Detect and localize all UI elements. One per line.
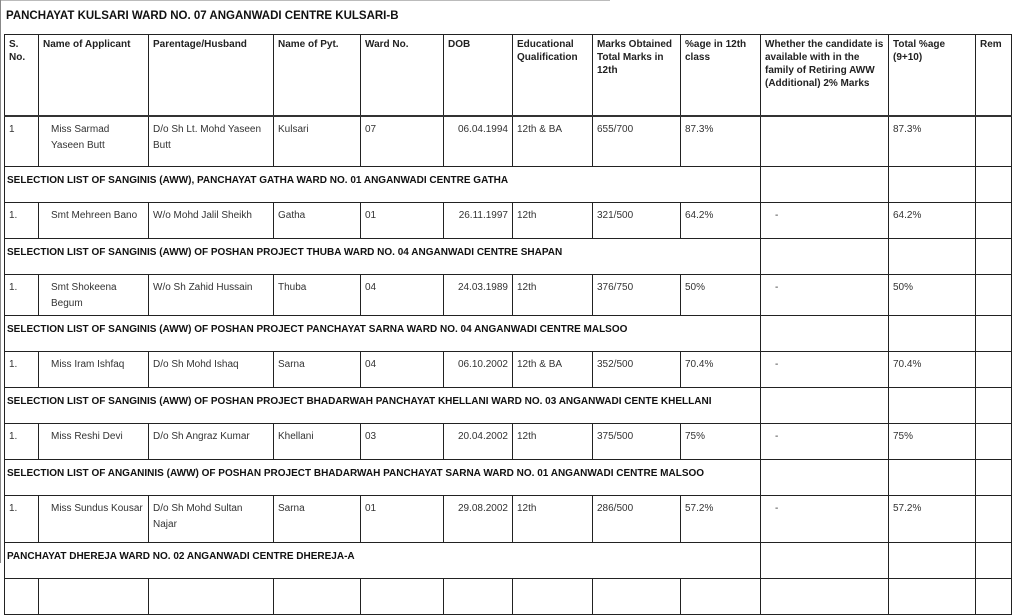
table-row [5, 352, 1012, 388]
cell-panchayat: Sarna [274, 352, 361, 388]
cell-dob: 06.10.2002 [444, 352, 513, 388]
cell-qualification [513, 579, 593, 615]
top-rule [0, 0, 610, 1]
section-title: PANCHAYAT KULSARI WARD NO. 07 ANGANWADI CENTRE KULSARI-B [6, 10, 399, 22]
empty-cell [889, 543, 976, 579]
cell-family-retiring-aww [761, 116, 889, 167]
empty-cell [761, 167, 889, 203]
cell-panchayat: Thuba [274, 275, 361, 316]
cell-family-retiring-aww: - [761, 424, 889, 460]
header-remarks: Rem [976, 35, 1012, 117]
cell-sno: 1. [5, 352, 39, 388]
cell-family-retiring-aww: - [761, 496, 889, 543]
cell-total-percentage: 70.4% [889, 352, 976, 388]
empty-cell [761, 239, 889, 275]
cell-percentage: 70.4% [681, 352, 761, 388]
empty-cell [976, 167, 1012, 203]
cell-total-percentage: 75% [889, 424, 976, 460]
cell-ward-no: 04 [361, 352, 444, 388]
cell-parentage: W/o Sh Zahid Hussain [149, 275, 274, 316]
empty-cell [889, 460, 976, 496]
empty-cell [761, 460, 889, 496]
cell-dob: 06.04.1994 [444, 116, 513, 167]
header-panchayat: Name of Pyt. [274, 35, 361, 117]
header-family-retiring-aww: Whether the candidate is available with in the family of Retiring AWW (Additional) 2% Marks [761, 35, 889, 117]
header-total-percentage: Total %age (9+10) [889, 35, 976, 117]
empty-cell [889, 316, 976, 352]
header-dob: DOB [444, 35, 513, 117]
header-ward-no: Ward No. [361, 35, 444, 117]
header-sno: S. No. [5, 35, 39, 117]
cell-parentage: D/o Sh Lt. Mohd Yaseen Butt [149, 116, 274, 167]
cell-parentage: W/o Mohd Jalil Sheikh [149, 203, 274, 239]
cell-total-percentage: 57.2% [889, 496, 976, 543]
empty-cell [976, 239, 1012, 275]
empty-cell [761, 316, 889, 352]
cell-marks: 321/500 [593, 203, 681, 239]
cell-ward-no: 07 [361, 116, 444, 167]
table-row [5, 424, 1012, 460]
cell-family-retiring-aww: - [761, 352, 889, 388]
section-heading: SELECTION LIST OF SANGINIS (AWW) OF POSHAN PROJECT PANCHAYAT SARNA WARD NO. 04 ANGANWADI CENTRE MALSOO [5, 316, 761, 352]
cell-ward-no: 03 [361, 424, 444, 460]
section-heading-row [5, 388, 1012, 424]
cell-marks: 375/500 [593, 424, 681, 460]
section-heading: SELECTION LIST OF ANGANINIS (AWW) OF POSHAN PROJECT BHADARWAH PANCHAYAT SARNA WARD NO. 01 ANGANWADI CENTRE MALSOO [5, 460, 761, 496]
section-heading: SELECTION LIST OF SANGINIS (AWW), PANCHAYAT GATHA WARD NO. 01 ANGANWADI CENTRE GATHA [5, 167, 761, 203]
header-parentage: Parentage/Husband [149, 35, 274, 117]
cell-applicant-name: Miss Sundus Kousar [39, 496, 149, 543]
cell-parentage: D/o Sh Mohd Ishaq [149, 352, 274, 388]
section-heading-row [5, 167, 1012, 203]
cell-applicant-name: Smt Mehreen Bano [39, 203, 149, 239]
table-row [5, 275, 1012, 316]
cell-sno: 1. [5, 424, 39, 460]
table-header-row [5, 35, 1012, 117]
cell-marks: 376/750 [593, 275, 681, 316]
table-row [5, 496, 1012, 543]
cell-remarks [976, 203, 1012, 239]
table-row [5, 203, 1012, 239]
left-rule [0, 0, 1, 563]
cell-total-percentage: 64.2% [889, 203, 976, 239]
cell-remarks [976, 424, 1012, 460]
selection-list-table [4, 34, 1012, 615]
cell-dob: 24.03.1989 [444, 275, 513, 316]
empty-cell [889, 239, 976, 275]
cell-marks: 655/700 [593, 116, 681, 167]
table-row [5, 579, 1012, 615]
cell-qualification: 12th [513, 203, 593, 239]
cell-applicant-name: Miss Iram Ishfaq [39, 352, 149, 388]
cell-applicant-name: Miss Reshi Devi [39, 424, 149, 460]
cell-qualification: 12th & BA [513, 352, 593, 388]
cell-sno [5, 579, 39, 615]
cell-qualification: 12th & BA [513, 116, 593, 167]
empty-cell [889, 388, 976, 424]
header-qualification: Educational Qualification [513, 35, 593, 117]
cell-panchayat: Khellani [274, 424, 361, 460]
cell-percentage: 87.3% [681, 116, 761, 167]
cell-dob: 20.04.2002 [444, 424, 513, 460]
section-heading-row [5, 543, 1012, 579]
empty-cell [976, 316, 1012, 352]
cell-ward-no [361, 579, 444, 615]
cell-remarks [976, 116, 1012, 167]
empty-cell [976, 543, 1012, 579]
cell-sno: 1. [5, 203, 39, 239]
cell-ward-no: 01 [361, 496, 444, 543]
cell-applicant-name: Miss Sarmad Yaseen Butt [39, 116, 149, 167]
cell-marks: 286/500 [593, 496, 681, 543]
section-heading: SELECTION LIST OF SANGINIS (AWW) OF POSHAN PROJECT THUBA WARD NO. 04 ANGANWADI CENTRE SHAPAN [5, 239, 761, 275]
cell-parentage: D/o Sh Angraz Kumar [149, 424, 274, 460]
cell-sno: 1. [5, 496, 39, 543]
cell-remarks [976, 352, 1012, 388]
header-marks: Marks Obtained Total Marks in 12th [593, 35, 681, 117]
cell-parentage: D/o Sh Mohd Sultan Najar [149, 496, 274, 543]
header-applicant-name: Name of Applicant [39, 35, 149, 117]
cell-dob: 29.08.2002 [444, 496, 513, 543]
section-heading-row [5, 316, 1012, 352]
cell-family-retiring-aww [761, 579, 889, 615]
cell-ward-no: 01 [361, 203, 444, 239]
cell-marks [593, 579, 681, 615]
empty-cell [761, 388, 889, 424]
cell-family-retiring-aww: - [761, 275, 889, 316]
cell-remarks [976, 496, 1012, 543]
cell-sno: 1. [5, 275, 39, 316]
empty-cell [976, 388, 1012, 424]
empty-cell [761, 543, 889, 579]
cell-percentage: 64.2% [681, 203, 761, 239]
cell-percentage: 57.2% [681, 496, 761, 543]
empty-cell [889, 167, 976, 203]
cell-dob [444, 579, 513, 615]
cell-panchayat: Kulsari [274, 116, 361, 167]
cell-panchayat: Sarna [274, 496, 361, 543]
cell-qualification: 12th [513, 424, 593, 460]
section-heading: SELECTION LIST OF SANGINIS (AWW) OF POSHAN PROJECT BHADARWAH PANCHAYAT KHELLANI WARD NO. 03 ANGANWADI CENTE KHELLANI [5, 388, 761, 424]
table-row [5, 116, 1012, 167]
cell-remarks [976, 579, 1012, 615]
cell-qualification: 12th [513, 496, 593, 543]
cell-qualification: 12th [513, 275, 593, 316]
empty-cell [976, 460, 1012, 496]
cell-total-percentage: 50% [889, 275, 976, 316]
cell-percentage: 75% [681, 424, 761, 460]
cell-applicant-name [39, 579, 149, 615]
cell-percentage [681, 579, 761, 615]
cell-total-percentage [889, 579, 976, 615]
header-percentage: %age in 12th class [681, 35, 761, 117]
cell-family-retiring-aww: - [761, 203, 889, 239]
section-heading: PANCHAYAT DHEREJA WARD NO. 02 ANGANWADI CENTRE DHEREJA-A [5, 543, 761, 579]
cell-dob: 26.11.1997 [444, 203, 513, 239]
cell-marks: 352/500 [593, 352, 681, 388]
cell-ward-no: 04 [361, 275, 444, 316]
section-heading-row [5, 239, 1012, 275]
cell-parentage [149, 579, 274, 615]
cell-total-percentage: 87.3% [889, 116, 976, 167]
cell-sno: 1 [5, 116, 39, 167]
cell-panchayat: Gatha [274, 203, 361, 239]
cell-applicant-name: Smt Shokeena Begum [39, 275, 149, 316]
section-heading-row [5, 460, 1012, 496]
cell-percentage: 50% [681, 275, 761, 316]
cell-panchayat [274, 579, 361, 615]
cell-remarks [976, 275, 1012, 316]
